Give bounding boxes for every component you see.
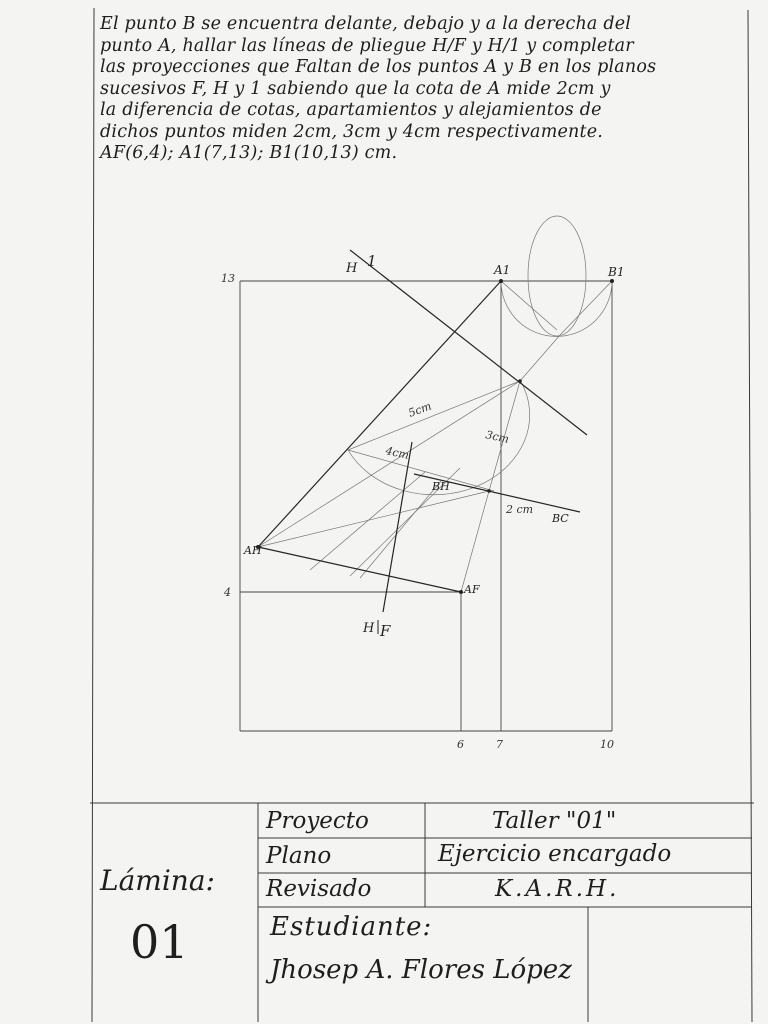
problem-line-5: la diferencia de cotas, apartamientos y alejamientos de xyxy=(100,100,602,120)
problem-line-6: dichos puntos miden 2cm, 3cm y 4cm respectivamente. xyxy=(100,121,604,142)
point-label-ah: AH xyxy=(244,544,262,557)
axis-label-x7: 7 xyxy=(496,738,503,751)
point-dots xyxy=(256,279,614,594)
dim-label-4cm: 4cm xyxy=(384,444,411,462)
lamina-number: 01 xyxy=(130,915,189,969)
point-label-bh: BH xyxy=(432,480,450,493)
estudiante-label: Estudiante: xyxy=(270,912,433,942)
fold-label-hf-h: H xyxy=(363,621,375,636)
problem-line-1: El punto B se encuentra delante, debajo y a la derecha del xyxy=(100,14,632,34)
point-label-b1: B1 xyxy=(608,265,625,279)
lamina-label: Lámina: xyxy=(100,864,215,897)
proyecto-value: Taller "01" xyxy=(492,808,617,834)
dim-label-2cm: 2 cm xyxy=(506,503,534,516)
problem-line-7: AF(6,4); A1(7,13); B1(10,13) cm. xyxy=(100,143,398,163)
axis-label-x6: 6 xyxy=(457,738,464,751)
fold-label-h1-1: 1 xyxy=(367,252,377,270)
proyecto-label: Proyecto xyxy=(266,808,369,834)
projection-lines xyxy=(258,281,501,592)
point-label-bc: BC xyxy=(552,512,569,525)
fold-label-hf-f: F xyxy=(380,622,391,640)
problem-line-3: las proyecciones que Faltan de los puntos A y B en los planos xyxy=(100,57,657,77)
revisado-value: K.A.R.H. xyxy=(495,876,620,902)
point-label-a1: A1 xyxy=(494,263,511,277)
problem-statement xyxy=(100,14,750,165)
construction-lines xyxy=(258,216,612,592)
fold-label-h1-h: H xyxy=(346,261,358,276)
revisado-label: Revisado xyxy=(266,876,372,902)
problem-line-4: sucesivos F, H y 1 sabiendo que la cota de A mide 2cm y xyxy=(100,78,611,99)
dim-label-3cm: 3cm xyxy=(484,428,511,446)
estudiante-value: Jhosep A. Flores López xyxy=(270,955,572,985)
problem-line-2: punto A, hallar las líneas de pliegue H/F y H/1 y completar xyxy=(100,35,634,56)
plano-value: Ejercicio encargado xyxy=(438,841,672,867)
plano-label: Plano xyxy=(266,843,332,869)
axis-label-y4: 4 xyxy=(224,586,231,599)
point-label-af: AF xyxy=(464,583,480,596)
axis-label-y13: 13 xyxy=(221,272,235,285)
dim-label-5cm: 5cm xyxy=(406,399,434,420)
fold-line-hf xyxy=(383,442,412,612)
axis-label-x10: 10 xyxy=(600,738,614,751)
